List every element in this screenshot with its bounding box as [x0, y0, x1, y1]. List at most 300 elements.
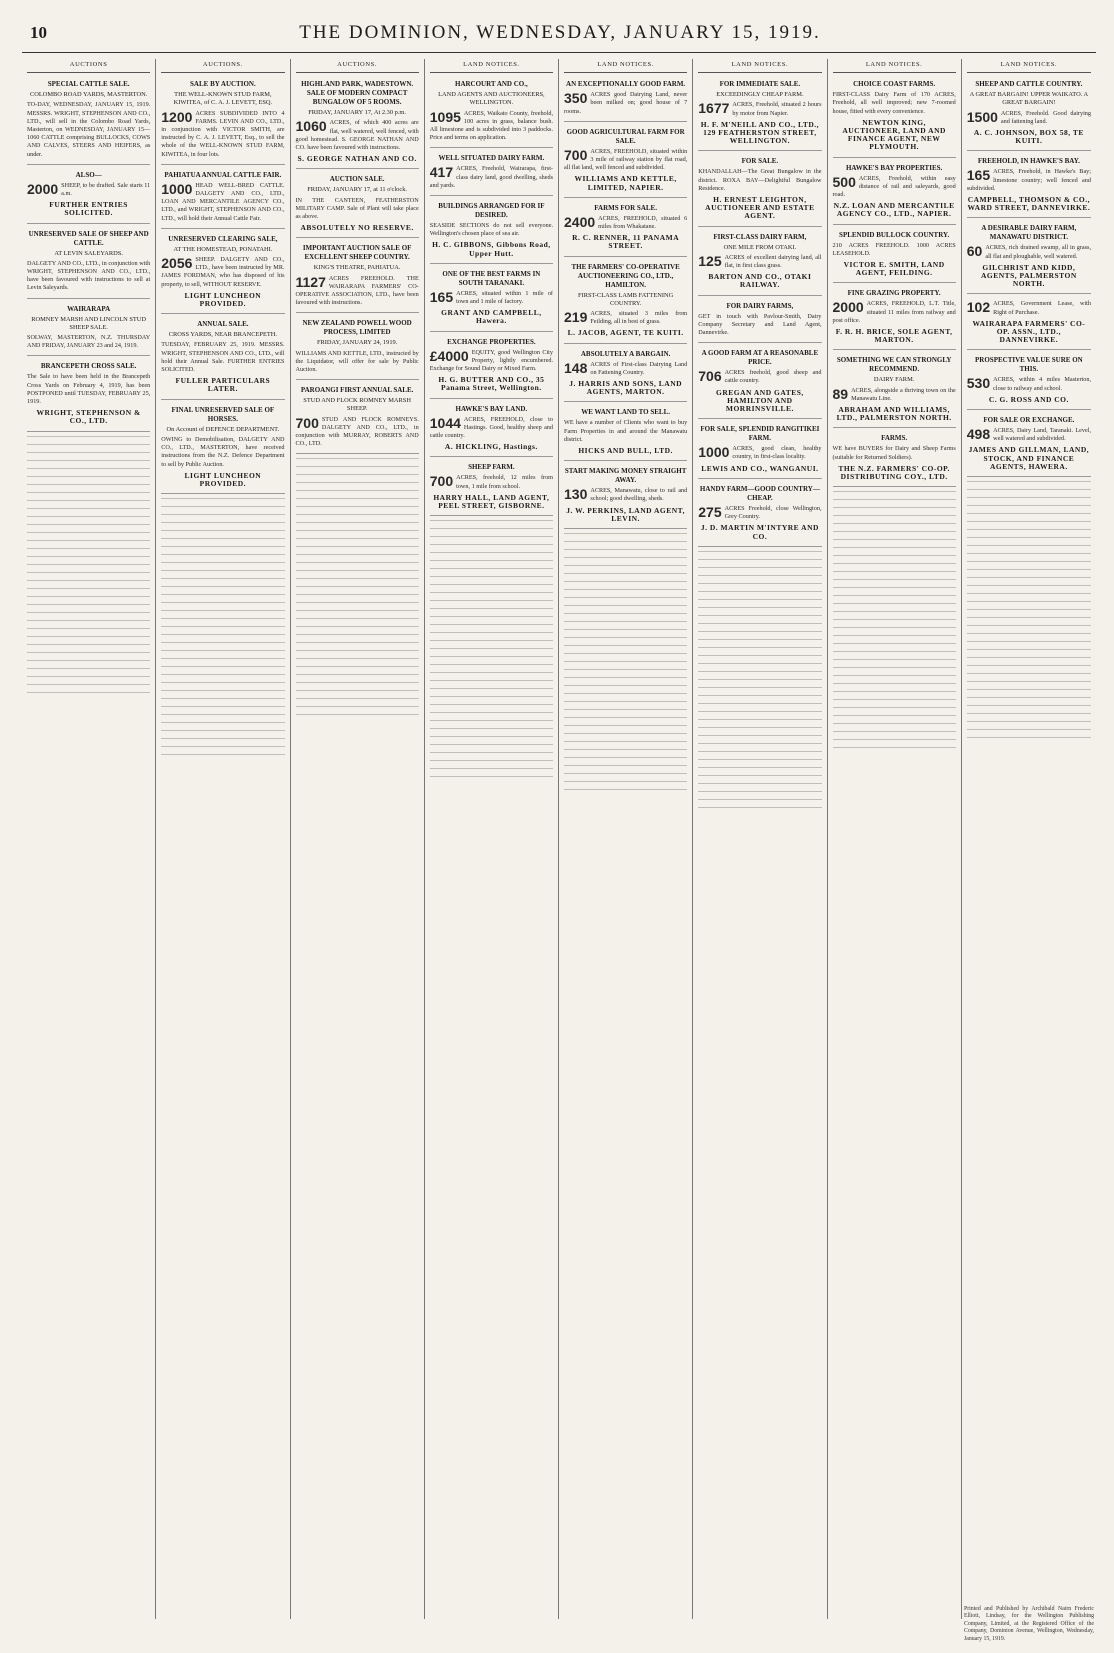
ad-advertiser: LIGHT LUNCHEON PROVIDED. [184, 290, 262, 309]
ad-body: ACRES, alongside a thriving town on the Manawatu Line. [851, 386, 956, 402]
ad-body: ACRES FREEHOLD. THE WAIRARAPA FARMERS' CO-OPERATIVE ASSOCIATION, LTD., have been favoured with instructions. [295, 274, 419, 307]
ad-acreage: 700 [564, 146, 588, 163]
ad-title: FARMS. [881, 434, 908, 443]
ad-body-wrap [967, 376, 1091, 392]
ad-body: ACRES, Freehold, situated 2 hours by motor from Napier. [732, 101, 822, 117]
ad-body: SHEEP. DALGETY AND CO., LTD., have been instructed by MR. JAMES FORDMAN, who has disposed of his property, to sell, WITHOUT RESERVE. [161, 256, 285, 288]
ad-body: TUESDAY, FEBRUARY 25, 1919. MESSRS. WRIGHT, STEPHENSON AND CO., LTD., will hold their Annual Sale. FURTHER ENTRIES SOLICITED. [161, 341, 285, 374]
ad-body-wrap [161, 341, 284, 374]
ad-advertiser: S. GEORGE NATHAN AND CO. [297, 154, 417, 164]
column-heading: AUCTIONS. [296, 59, 419, 73]
masthead [22, 22, 1096, 53]
ad-advertiser: WAIRARAPA FARMERS' CO-OP. ASSN., LTD., DANNEVIRKE. [972, 318, 1086, 345]
ad-body-wrap [698, 101, 821, 117]
column-4 [425, 59, 559, 1619]
ad-title: FOR SALE OR EXCHANGE. [983, 416, 1075, 425]
ad-title: HARCOURT AND CO., [455, 80, 528, 89]
ad-body: ACRES, Freehold, within easy distance of rail and saleyards, good road. [832, 174, 956, 199]
classified-ad [967, 221, 1091, 294]
classified-ad [430, 460, 553, 516]
ad-acreage: 1095 [429, 108, 461, 125]
ad-body: ACRES freehold, good sheep and cattle country. [724, 369, 822, 385]
ad-advertiser: ABRAHAM AND WILLIAMS, LTD., PALMERSTON NORTH. [836, 405, 952, 423]
ad-body: ACRES, freehold, 12 miles from town, 1 mile from school. [456, 474, 553, 490]
ad-subtitle: ROMNEY MARSH AND LINCOLN STUD SHEEP SALE. [31, 315, 147, 331]
ad-title: WELL SITUATED DAIRY FARM. [438, 154, 545, 163]
ad-acreage: 2000 [27, 180, 59, 197]
column-heading: LAND NOTICES. [967, 59, 1091, 73]
fine-print-lines [833, 491, 956, 751]
classified-ad [296, 383, 419, 454]
ad-title: FINAL UNRESERVED SALE OF HORSES. [171, 405, 275, 423]
classified-ad [967, 353, 1091, 410]
ad-body-wrap [698, 254, 821, 270]
classified-ad [27, 77, 150, 165]
ad-body: OWING to Demobilisation, DALGETY AND CO., LTD., MASTERTON, have received instructions from the N.Z. Defence Department to sell by Public Auction. [161, 435, 285, 468]
ad-body-wrap [833, 242, 956, 258]
classified-ad [967, 413, 1091, 477]
classified-ad [430, 267, 553, 332]
ad-advertiser: NEWTON KING, AUCTIONEER, LAND AND FINANCE AGENT, NEW PLYMOUTH. [842, 117, 946, 152]
ad-body: ACRES, FREEHOLD, close to Hastings. Good, healthy sheep and cattle country. [429, 415, 553, 440]
ad-body-wrap [27, 101, 150, 158]
ad-body-wrap [564, 487, 687, 503]
ad-title: PAHIATUA ANNUAL CATTLE FAIR. [164, 170, 282, 179]
ad-body-wrap [161, 436, 284, 469]
ad-acreage: 60 [966, 243, 983, 260]
ad-title: BUILDINGS ARRANGED FOR IF DESIRED. [438, 202, 545, 220]
ad-subtitle: AT LEVIN SALEYARDS. [54, 249, 123, 257]
classified-ad [296, 316, 419, 380]
ad-advertiser: H. F. M'NEILL AND CO., LTD., 129 FEATHERSTON STREET, WELLINGTON. [700, 119, 819, 146]
ad-acreage: 130 [564, 486, 588, 503]
column-2 [156, 59, 290, 1619]
classified-ad [161, 77, 284, 165]
ad-title: FOR SALE. [741, 157, 779, 166]
classified-ad [967, 154, 1091, 218]
newspaper-title: THE DOMINION, WEDNESDAY, JANUARY 15, 1919. [299, 22, 821, 43]
ad-acreage: 102 [966, 299, 991, 316]
ad-body: GET in touch with Pavlour-Smith, Dairy Company Secretary and Land Agent, Dannevirke. [698, 312, 822, 337]
ad-title: FOR SALE, SPLENDID RANGITIKEI FARM. [700, 425, 820, 443]
ad-body: STUD AND FLOCK ROMNEYS. DALGETY AND CO., LTD., in conjunction with MURRAY, ROBERTS AND CO., LTD. [295, 415, 419, 448]
column-6 [693, 59, 827, 1619]
ad-body: ACRES, Freehold. Good dairying and fattening land. [1000, 109, 1091, 125]
ad-acreage: 275 [698, 503, 722, 520]
classified-ad [161, 168, 284, 229]
ad-advertiser: J. HARRIS AND SONS, LAND AGENTS, MARTON. [569, 379, 683, 397]
ad-title: SHEEP AND CATTLE COUNTRY. [975, 80, 1083, 89]
ad-body-wrap [430, 110, 553, 143]
ad-acreage: 1677 [698, 100, 730, 117]
ad-body: ACRES, Dairy Land, Taranaki. Level, well watered and subdivided. [993, 427, 1091, 443]
ad-title: SHEEP FARM. [468, 463, 515, 472]
ad-acreage: 165 [429, 288, 454, 305]
classified-ad [967, 77, 1091, 151]
ad-body: SHEEP, to be drafted. Sale starts 11 a.m. [61, 181, 151, 198]
classified-ad [833, 286, 956, 350]
ad-title: PROSPECTIVE VALUE SURE ON THIS. [975, 356, 1083, 374]
ad-body: ACRES, Waikato County, freehold, 100 acres in grass, balance bush. All limestone and is subdivided into 3 paddocks. Price and terms on application. [429, 109, 553, 142]
ad-subtitle: On Account of DEFENCE DEPARTMENT. [166, 425, 280, 433]
ad-body: ACRES, Government Lease, with Right of Purchase. [993, 300, 1091, 316]
ad-body-wrap [430, 165, 553, 190]
ad-acreage: 165 [966, 167, 991, 184]
ad-title: UNRESERVED CLEARING SALE, [168, 234, 278, 243]
ad-acreage: 2056 [161, 255, 193, 272]
ad-body: ACRES Freehold, close Wellington, Grey Country. [724, 504, 822, 521]
ad-body: ACRES, of which 400 acres are flat, well watered, well fenced, with good homestead. S. GEORGE NATHAN AND CO. have been favoured with instructions. [295, 119, 419, 152]
ad-body: ACRES, situated within 1 mile of town and 1 mile of factory. [456, 289, 553, 306]
ad-subtitle: A GREAT BARGAIN! UPPER WAIKATO. A GREAT BARGAIN! [969, 91, 1089, 107]
ad-body: ACRES of excellent dairying land, all flat, in first class grass. [724, 253, 822, 270]
ad-subtitle: FRIDAY, JANUARY 17, At 2.30 p.m. [308, 109, 407, 117]
ad-acreage: 1060 [295, 118, 327, 135]
ad-advertiser: WRIGHT, STEPHENSON & CO., LTD. [36, 408, 141, 426]
ad-acreage: 700 [429, 473, 454, 490]
ad-body-wrap [296, 416, 419, 449]
ad-title: FREEHOLD, IN HAWKE'S BAY. [977, 157, 1080, 166]
classified-ad [430, 151, 553, 196]
ad-acreage: 500 [832, 173, 856, 190]
classified-ad [161, 317, 284, 399]
classified-ad [564, 201, 687, 257]
ad-body-wrap [698, 505, 821, 521]
ad-advertiser: THE N.Z. FARMERS' CO-OP. DISTRIBUTING COY., LTD. [838, 463, 950, 482]
ad-acreage: 219 [564, 309, 588, 326]
ad-body-wrap [833, 175, 956, 200]
ad-body-wrap [833, 91, 956, 116]
ad-acreage: 530 [966, 375, 991, 392]
fine-print-lines [698, 551, 821, 811]
ad-body: ACRES, FREEHOLD, situated 6 miles from Whakatane. [598, 214, 688, 231]
column-heading: AUCTIONS. [161, 59, 284, 73]
classified-ad [564, 464, 687, 529]
ad-body: ACRES, Manawatu, close to rail and school; good dwelling, sheds. [590, 487, 688, 503]
ad-advertiser: HICKS AND BULL, LTD. [578, 446, 673, 456]
classified-ad [698, 346, 821, 419]
ad-body: SOLWAY, MASTERTON, N.Z. THURSDAY AND FRIDAY, JANUARY 23 and 24, 1919. [27, 334, 151, 350]
fine-print-lines [967, 481, 1091, 741]
ad-acreage: 1044 [429, 414, 461, 431]
ad-acreage: £4000 [429, 347, 469, 364]
ad-advertiser: HARRY HALL, LAND AGENT, PEEL STREET, GISBORNE. [433, 492, 550, 511]
ad-advertiser: F. R. H. BRICE, SOLE AGENT, MARTON. [835, 327, 953, 345]
classified-ad [430, 199, 553, 264]
ad-body-wrap [967, 427, 1091, 443]
column-7 [828, 59, 962, 1619]
ad-subtitle: FRIDAY, JANUARY 24, 1919. [316, 339, 398, 347]
ad-acreage: 2400 [564, 213, 596, 230]
ad-subtitle: KING'S THEATRE, PAHIATUA. [313, 264, 401, 272]
ad-title: FIRST-CLASS DAIRY FARM, [713, 232, 807, 241]
ad-subtitle: STUD AND FLOCK ROMNEY MARSH SHEEP. [303, 397, 411, 413]
ad-advertiser: VICTOR E. SMITH, LAND AGENT, FEILDING. [843, 260, 945, 278]
ad-subtitle: DAIRY FARM. [873, 376, 915, 384]
ad-body: The Sale to have been held in the Brancepeth Cross Yards on February 4, 1919, has been POSTPONED until TUESDAY, FEBRUARY 25, 1919. [27, 373, 151, 406]
ad-acreage: 1200 [161, 108, 193, 125]
ad-body-wrap [564, 91, 687, 116]
ad-subtitle: THE WELL-KNOWN STUD FARM, KIWITEA, of C. A. J. LEVETT, ESQ. [173, 91, 273, 107]
classified-ad [27, 302, 150, 357]
ad-body-wrap [833, 445, 956, 461]
ad-title: THE FARMERS' CO-OPERATIVE AUCTIONEERING CO., LTD., HAMILTON. [571, 262, 680, 289]
ad-body-wrap [564, 419, 687, 444]
ad-acreage: 125 [698, 252, 722, 269]
ad-body-wrap [430, 290, 553, 306]
ad-body: ACRES, good clean, healthy country, in first-class locality. [732, 445, 822, 461]
classified-ad [27, 359, 150, 431]
classified-ad [430, 402, 553, 458]
ad-body-wrap [698, 168, 821, 193]
ad-title: FOR IMMEDIATE SALE. [719, 80, 801, 89]
ad-body-wrap [698, 445, 821, 461]
classified-ad [698, 77, 821, 151]
ad-body-wrap [27, 373, 150, 406]
classified-ad [27, 227, 150, 299]
ad-advertiser: FULLER PARTICULARS LATER. [175, 376, 271, 394]
ad-body-wrap [430, 222, 553, 238]
ad-advertiser: CAMPBELL, THOMSON & CO., WARD STREET, DANNEVIRKE. [967, 195, 1091, 213]
ad-subtitle: COLOMBO ROAD YARDS, MASTERTON. [29, 91, 148, 99]
ad-title: CHOICE COAST FARMS. [853, 80, 936, 89]
ad-body: ACRES, within 4 miles Masterton, close to railway and school. [993, 376, 1091, 392]
ad-body-wrap [27, 260, 150, 293]
ad-body-wrap [430, 474, 553, 490]
ad-subtitle: AT THE HOMESTEAD, PONATAHI. [173, 245, 273, 253]
ad-title: START MAKING MONEY STRAIGHT AWAY. [564, 467, 687, 485]
ad-body-wrap [564, 215, 687, 231]
ad-advertiser: A. HICKLING, Hastings. [444, 442, 538, 452]
classified-ad [698, 230, 821, 296]
ad-body: ACRES, Freehold, Wairarapa, first-class dairy land, good dwelling, sheds and yards. [429, 165, 553, 189]
ad-advertiser: BARTON AND CO., OTAKI RAILWAY. [708, 272, 812, 290]
ad-advertiser: C. G. ROSS AND CO. [988, 394, 1069, 404]
ad-subtitle: FRIDAY, JANUARY 17, at 11 o'clock. [307, 186, 407, 194]
ad-advertiser: H. ERNEST LEIGHTON, AUCTIONEER AND ESTATE AGENT. [705, 195, 815, 221]
ad-acreage: 700 [295, 414, 319, 431]
ad-advertiser: GILCHRIST AND KIDD, AGENTS, PALMERSTON NORTH. [980, 262, 1077, 289]
ad-acreage: 148 [564, 359, 588, 376]
classified-ad [967, 297, 1091, 350]
column-8 [962, 59, 1096, 1619]
ad-body-wrap [564, 310, 687, 326]
ad-title: WAIRARAPA [67, 304, 111, 313]
ad-subtitle: EXCEEDINGLY CHEAP FARM. [716, 91, 804, 99]
ad-advertiser: H. G. BUTTER AND CO., 35 Panama Street, Wellington. [438, 375, 545, 393]
ad-body-wrap [430, 416, 553, 441]
page-number: 10 [30, 23, 47, 42]
ad-body-wrap [564, 361, 687, 377]
ad-title: IMPORTANT AUCTION SALE OF EXCELLENT SHEEP COUNTRY. [302, 244, 412, 262]
ad-body-wrap [296, 275, 419, 308]
column-heading: LAND NOTICES. [698, 59, 821, 73]
fine-print-lines [296, 458, 419, 718]
ad-acreage: 350 [564, 90, 588, 107]
ad-title: BRANCEPETH CROSS SALE. [40, 362, 137, 371]
column-heading: LAND NOTICES. [430, 59, 553, 73]
ad-acreage: 89 [832, 385, 849, 402]
ad-body: ACRES, situated 3 miles from Feilding, all in best of grass. [590, 310, 688, 326]
ad-subtitle: LAND AGENTS AND AUCTIONEERS, WELLINGTON. [438, 91, 545, 107]
ad-body-wrap [833, 300, 956, 325]
ad-advertiser: FURTHER ENTRIES SOLICITED. [49, 200, 128, 218]
ad-acreage: 706 [698, 368, 722, 385]
ad-acreage: 2000 [832, 299, 864, 316]
ad-title: SPECIAL CATTLE SALE. [47, 80, 130, 89]
column-3 [291, 59, 425, 1619]
classified-ad [698, 482, 821, 547]
ad-advertiser: JAMES AND GILLMAN, LAND, STOCK, AND FINANCE AGENTS, HAWERA. [968, 445, 1090, 471]
ad-body-wrap [27, 334, 150, 350]
ad-acreage: 417 [429, 164, 454, 181]
ad-advertiser: A. C. JOHNSON, BOX 58, TE KUITI. [973, 128, 1084, 146]
ad-acreage: 498 [966, 426, 991, 443]
fine-print-lines [27, 436, 150, 696]
ad-body-wrap [296, 350, 419, 375]
ad-acreage: 1500 [966, 108, 998, 125]
classified-ad [564, 260, 687, 344]
ad-body-wrap [27, 182, 150, 198]
ad-acreage: 1000 [698, 444, 730, 461]
ad-advertiser: GREGAN AND GATES, HAMILTON AND MORRINSVILLE. [716, 387, 804, 414]
classified-ad [296, 172, 419, 238]
ad-body: ACRES good Dairying Land, never been milked on; good house of 7 rooms. [564, 91, 688, 115]
printer-imprint: Printed and Published by Archibald Nairn Frederic Elliott, Lindsay, for the Wellington Publishing Company, Limited, at the Registered Office of the Company, Dominion Avenue, Wellington, Wednesday, January 15, 1919. [964, 1605, 1094, 1642]
ad-body-wrap [967, 168, 1091, 193]
ad-body-wrap [967, 300, 1091, 316]
ad-title: FARMS FOR SALE. [594, 203, 657, 212]
ad-body-wrap [296, 197, 419, 222]
ad-body: ACRES, rich drained swamp, all in grass, all flat and ploughable, well watered. [985, 244, 1091, 260]
ad-body: KHANDALLAH—The Great Bungalow in the district. ROXA BAY—Delightful Bungalow Residence. [698, 168, 822, 192]
ad-title: AUCTION SALE. [329, 175, 385, 184]
classified-ad [27, 168, 150, 224]
classified-ad [296, 77, 419, 169]
ad-title: WE WANT LAND TO SELL. [581, 408, 670, 417]
classified-ad [564, 77, 687, 122]
classified-ad [833, 353, 956, 428]
ad-body: WILLIAMS AND KETTLE, LTD., instructed by the Liquidator, will offer for sale by Public Auction. [295, 349, 419, 374]
ad-title: SALE BY AUCTION. [190, 80, 256, 89]
classified-ad [833, 161, 956, 225]
ad-body-wrap [833, 387, 956, 403]
ad-title: ANNUAL SALE. [197, 320, 249, 329]
ad-advertiser: ABSOLUTELY NO RESERVE. [300, 223, 414, 233]
column-1 [22, 59, 156, 1619]
ad-advertiser: R. C. RENNER, 11 PANAMA STREET. [572, 233, 680, 251]
classified-ad [296, 241, 419, 313]
ad-title: AN EXCEPTIONALLY GOOD FARM. [566, 80, 686, 89]
classified-ad [698, 154, 821, 226]
classified-ad [564, 125, 687, 198]
ad-advertiser: H. C. GIBBONS, Gibbons Road, Upper Hutt. [432, 240, 551, 258]
classified-ad [161, 403, 284, 494]
ad-body: IN THE CANTEEN, FEATHERSTON MILITARY CAMP. Sale of Plant will take place as above. [295, 196, 419, 221]
ad-title: NEW ZEALAND POWELL WOOD PROCESS, LIMITED [302, 319, 412, 337]
ad-title: PAROANGI FIRST ANNUAL SALE. [300, 386, 414, 395]
ad-body-wrap [698, 313, 821, 338]
ad-body: DALGETY AND CO., LTD., in conjunction with WRIGHT, STEPHENSON AND CO., LTD., have been favoured with instructions to sell at Levin Saleyards. [27, 259, 151, 292]
ad-body-wrap [161, 182, 284, 223]
ad-body-wrap [967, 110, 1091, 126]
ad-body: HEAD WELL-BRED CATTLE. DALGETY AND CO., LTD., LOAN AND MERCANTILE AGENCY CO., LTD., and WRIGHT, STEPHENSON AND CO., LTD., will hold their Annual Cattle Fair. [161, 181, 285, 222]
ad-title: SOMETHING WE CAN STRONGLY RECOMMEND. [836, 356, 952, 374]
classified-ad [564, 405, 687, 461]
ad-title: ONE OF THE BEST FARMS IN SOUTH TARANAKI. [442, 269, 541, 287]
ad-title: ABSOLUTELY A BARGAIN. [580, 349, 671, 358]
ad-body: ACRES of First-class Dairying Land on Fattening Country. [590, 360, 688, 376]
ad-body: ACRES, FREEHOLD, situated within 3 mile of railway station by flat road, all flat land, well fenced and subdivided. [564, 147, 688, 172]
ad-advertiser: N.Z. LOAN AND MERCANTILE AGENCY CO., LTD., NAPIER. [833, 201, 955, 219]
ad-title: HANDY FARM—GOOD COUNTRY—CHEAP. [699, 484, 820, 502]
classified-ad [430, 77, 553, 148]
ad-title: EXCHANGE PROPERTIES. [447, 337, 536, 346]
ad-body-wrap [967, 244, 1091, 260]
ad-title: GOOD AGRICULTURAL FARM FOR SALE. [566, 127, 685, 145]
ad-title: HAWKE'S BAY PROPERTIES. [845, 163, 943, 172]
ad-title: HIGHLAND PARK, WADESTOWN. SALE OF MODERN COMPACT BUNGALOW OF 5 ROOMS. [301, 80, 414, 107]
ad-body-wrap [698, 369, 821, 385]
column-heading: LAND NOTICES. [833, 59, 956, 73]
ad-body-wrap [564, 148, 687, 173]
ad-body: SEASIDE SECTIONS do not sell everyone. Wellington's chosen place of sea air. [429, 222, 553, 238]
classified-ad [833, 228, 956, 284]
ad-title: ALSO— [75, 170, 102, 179]
ad-body-wrap [430, 349, 553, 374]
ad-subtitle: CROSS YARDS, NEAR BRANCEPETH. [168, 331, 277, 339]
ad-body-wrap [161, 256, 284, 289]
ad-subtitle: ONE MILE FROM OTAKI. [723, 243, 797, 251]
ad-body: TO-DAY, WEDNESDAY, JANUARY 15, 1919. MESSRS. WRIGHT, STEPHENSON AND CO., LTD., will sell in the Colombo Road Yards, Masterton, on WEDNESDAY, JANUARY 15— 1060 CATTLE comprising BULLOCKS, COWS AND CALVES, STEERS AND HEIFERS, as under. [27, 101, 151, 158]
ad-title: A GOOD FARM AT A REASONABLE PRICE. [701, 349, 819, 367]
column-heading: LAND NOTICES. [564, 59, 687, 73]
ad-body: WE have a number of Clients who want to buy Farm Properties in and around the Manawatu district. [564, 419, 688, 443]
ad-advertiser: LEWIS AND CO., WANGANUI. [701, 463, 819, 473]
ad-advertiser: WILLIAMS AND KETTLE, LIMITED, NAPIER. [574, 174, 677, 192]
classified-ad [698, 422, 821, 479]
ad-title: A DESIRABLE DAIRY FARM, MANAWATU DISTRICT. [981, 224, 1077, 242]
classified-ad [161, 232, 284, 314]
ad-advertiser: J. W. PERKINS, LAND AGENT, LEVIN. [566, 505, 685, 523]
fine-print-lines [430, 520, 553, 780]
ad-advertiser: GRANT AND CAMPBELL, Hawera. [441, 308, 542, 326]
ad-body: ACRES, Freehold, in Hawke's Bay; limestone country; well fenced and subdivided. [966, 168, 1091, 192]
classified-columns [22, 59, 1096, 1619]
ad-advertiser: J. D. MARTIN M'INTYRE AND CO. [700, 523, 819, 541]
ad-acreage: 1000 [161, 180, 193, 197]
ad-advertiser: LIGHT LUNCHEON PROVIDED. [184, 470, 262, 488]
ad-body-wrap [161, 110, 284, 159]
fine-print-lines [564, 533, 687, 793]
ad-acreage: 1127 [295, 273, 326, 290]
fine-print-lines [161, 498, 284, 758]
classified-ad [698, 299, 821, 344]
ad-body: WE have BUYERS for Dairy and Sheep Farms (suitable for Returned Soldiers). [832, 445, 956, 461]
ad-title: FOR DAIRY FARMS, [726, 301, 794, 310]
classified-ad [833, 431, 956, 487]
ad-body-wrap [296, 119, 419, 152]
column-heading: AUCTIONS [27, 59, 150, 73]
classified-ad [430, 335, 553, 399]
ad-body: ACRES, FREEHOLD, L.T. Title, situated 11 miles from railway and post office. [832, 300, 956, 324]
ad-title: UNRESERVED SALE OF SHEEP AND CATTLE. [28, 229, 149, 247]
ad-advertiser: L. JACOB, AGENT, TE KUITI. [567, 328, 684, 338]
ad-body: 210 ACRES FREEHOLD. 1000 ACRES LEASEHOLD. [832, 241, 956, 257]
ad-body: EQUITY, good Wellington City Property, lightly encumbered. Exchange for Sound Dairy or Mixed Farm. [429, 348, 553, 373]
column-5 [559, 59, 693, 1619]
ad-title: SPLENDID BULLOCK COUNTRY. [839, 230, 950, 239]
